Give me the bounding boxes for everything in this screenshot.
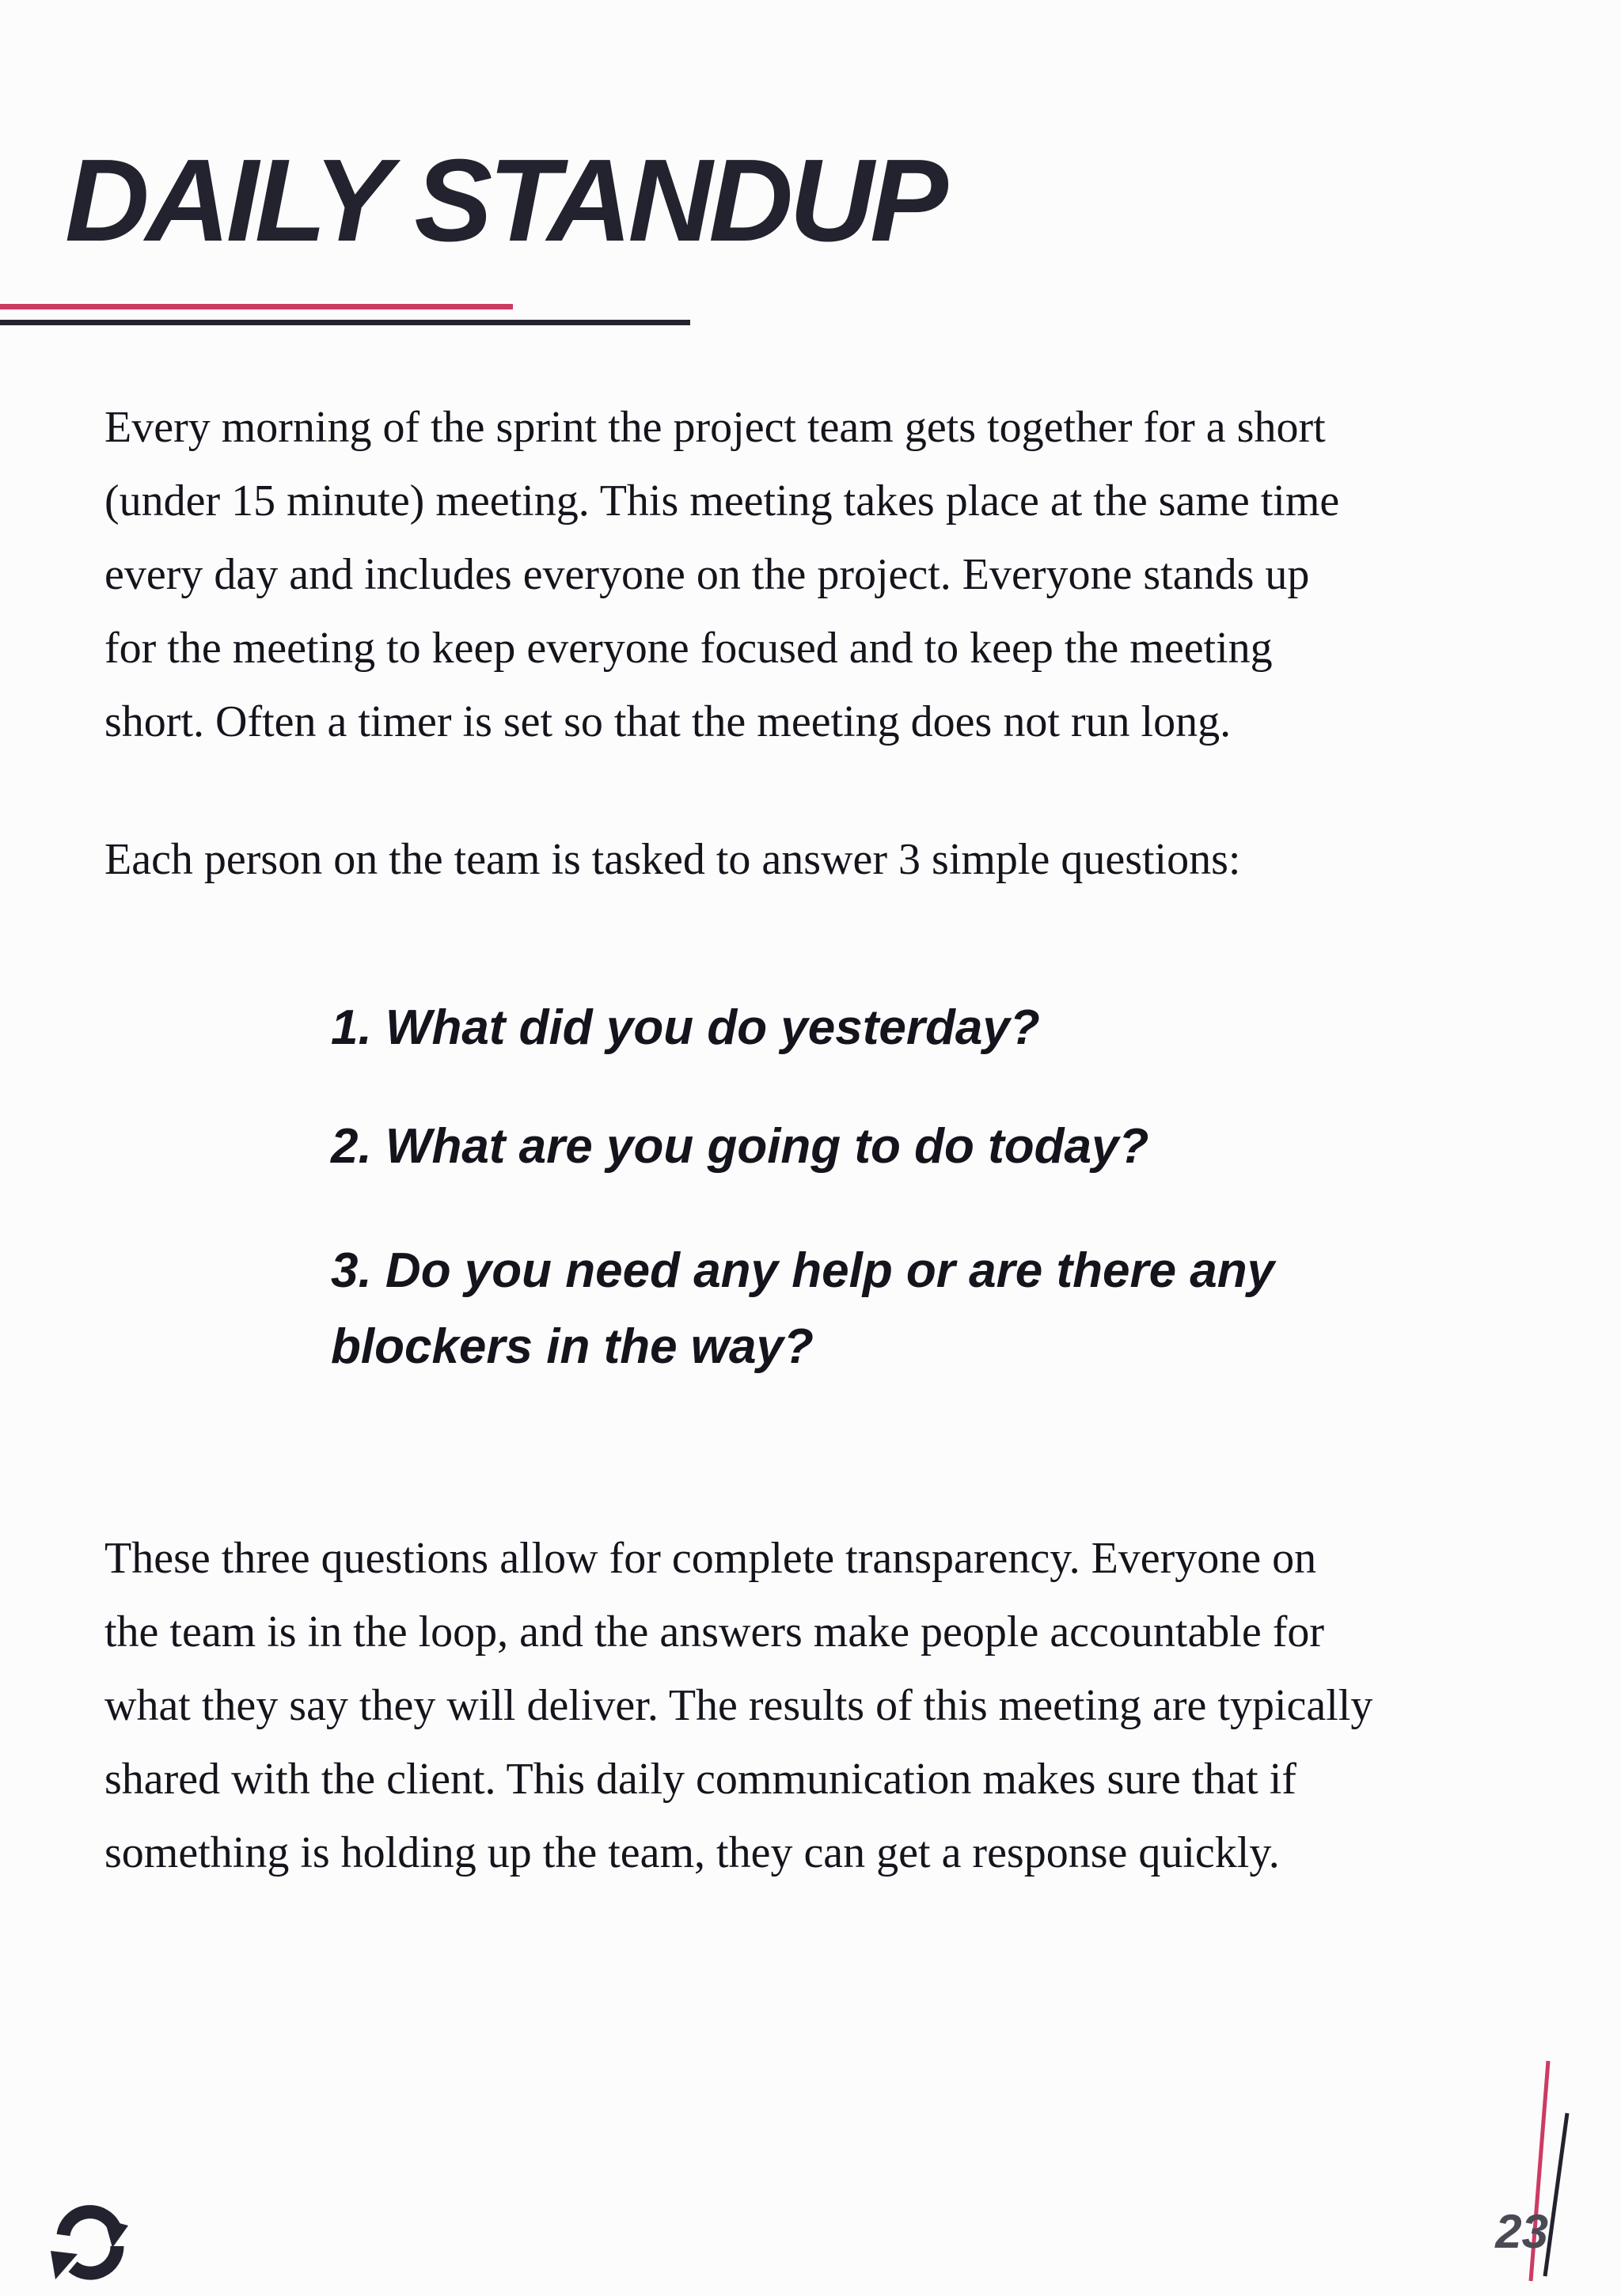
questions-intro-text: Each person on the team is tasked to answer 3 simple questions:	[104, 835, 1241, 884]
question-1	[331, 990, 1040, 1066]
intro-paragraph-line: every day and includes everyone on the project. Everyone stands up	[104, 550, 1310, 599]
title-underline-dark	[0, 320, 690, 325]
question-2	[331, 1109, 1148, 1185]
question-line: 3. Do you need any help or are there any	[331, 1243, 1275, 1298]
questions-intro	[104, 823, 1240, 897]
closing-paragraph-line: something is holding up the team, they can get a response quickly.	[104, 1828, 1280, 1877]
closing-paragraph-line: what they say they will deliver. The results of this meeting are typically	[104, 1681, 1373, 1730]
intro-paragraph-line: Every morning of the sprint the project team gets together for a short	[104, 403, 1326, 452]
closing-paragraph	[104, 1522, 1372, 1890]
closing-paragraph-line: These three questions allow for complete transparency. Everyone on	[104, 1534, 1317, 1583]
question-line: 2. What are you going to do today?	[331, 1119, 1149, 1174]
question-line: 1. What did you do yesterday?	[331, 1000, 1040, 1055]
circular-arrow-logo-icon	[49, 2199, 131, 2281]
title-underline-red	[0, 304, 513, 309]
intro-paragraph	[104, 391, 1339, 759]
page-title: DAILY STANDUP	[65, 135, 944, 266]
intro-paragraph-line: for the meeting to keep everyone focused and to keep the meeting	[104, 624, 1273, 673]
question-line: blockers in the way?	[331, 1319, 814, 1374]
question-3	[331, 1233, 1274, 1385]
intro-paragraph-line: short. Often a timer is set so that the meeting does not run long.	[104, 697, 1232, 746]
closing-paragraph-line: the team is in the loop, and the answers make people accountable for	[104, 1607, 1325, 1657]
closing-paragraph-line: shared with the client. This daily communication makes sure that if	[104, 1755, 1296, 1804]
page-number: 23	[1495, 2205, 1548, 2258]
intro-paragraph-line: (under 15 minute) meeting. This meeting takes place at the same time	[104, 476, 1340, 526]
